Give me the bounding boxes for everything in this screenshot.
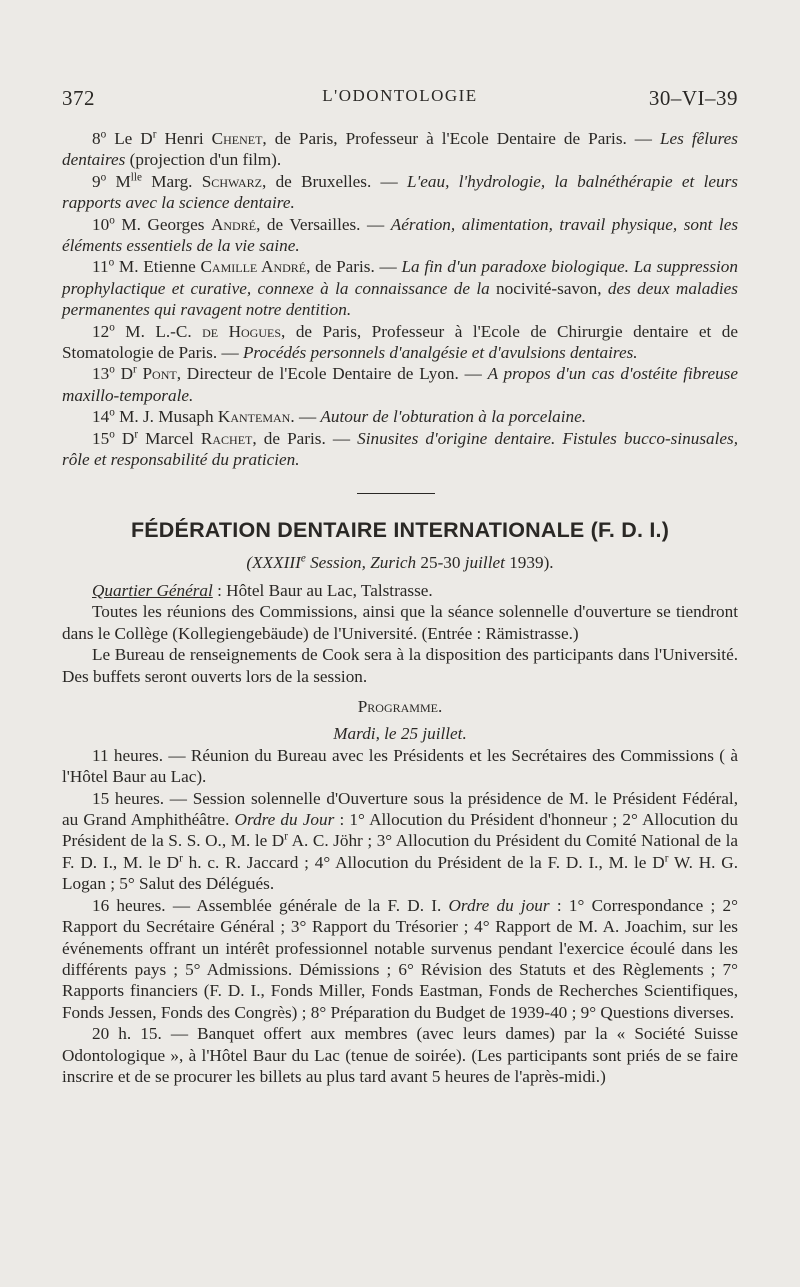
communications-list: [62, 128, 738, 471]
running-title: L'ODONTOLOGIE: [322, 86, 478, 105]
list-item: 8$^o$ Le $D^r$ Henri Chenet, de Paris, Professeur à l'Ecole Dentaire de Paris. — Les fêlures dentaires (projection d'un film).: [62, 128, 738, 170]
ordinal-marker: o: [109, 213, 115, 226]
day-heading: Mardi, le 25 juillet.: [333, 724, 467, 744]
session-line: (XXXIIIe Session, Zurich 25-30 juillet 1939).: [246, 552, 554, 572]
fdi-body: [62, 580, 738, 1087]
ordinal-marker: o: [100, 171, 107, 184]
list-item: 10$^o$ M. Georges André, de Versailles. — Aération, alimentation, travail physique, sont les éléments essentiels de la vie saine.: [62, 213, 739, 256]
section-divider: [357, 493, 435, 494]
item-11-heures: 11 heures. — Réunion du Bureau avec les Présidents et les Secrétaires des Commissions ( à l'Hôtel Baur au Lac).: [62, 745, 738, 787]
ordinal-marker: o: [100, 128, 107, 141]
ordinal-marker: o: [109, 363, 115, 376]
page-header: [62, 86, 738, 114]
ordinal-marker: o: [109, 427, 115, 440]
ordinal-marker: o: [109, 320, 115, 333]
page-number: 372: [62, 86, 95, 110]
programme-heading: Programme.: [357, 697, 443, 717]
list-item: 9$^o$ $M^{lle}$ Marg. Schwarz, de Bruxelles. — L'eau, l'hydrologie, la balnéthérapie et leurs rapports avec la science dentaire.: [62, 171, 738, 213]
quartier-general: Quartier Général : Hôtel Baur au Lac, Talstrasse.: [92, 581, 433, 600]
paragraph-reunions: Toutes les réunions des Commissions, ainsi que la séance solennelle d'ouverture se tiendront dans le Collège (Kollegiengebäude) de l'Université. (Entrée : Rämistrasse.): [62, 602, 738, 643]
item-20-heures: 20 h. 15. — Banquet offert aux membres (avec leurs dames) par la « Société Suisse Odontologique », à l'Hôtel Baur du Lac (tenue de soirée). (Les participants sont priés de se faire inscrire et de se procurer les billets au plus tard avant 5 heures de l'après-midi.): [62, 1024, 738, 1086]
item-16-heures: 16 heures. — Assemblée générale de la F. D. I. Ordre du jour : 1° Correspondance ; 2° Rapport du Secrétaire Général ; 3° Rapport du Trésorier ; 4° Rapport de M. A. Joachim, sur les événements offrant un intérêt professionnel notable survenus pendant l'exercice écoulé dans les différents pays ; 5° Admissions. Démissions ; 6° Révision des Statuts et des Règlements ; 7° Rapports financiers (F. D. I., Fonds Miller, Fonds Eastman, Fonds de Recherches Scientifiques, Fonds Jessen, Fonds des Congrès) ; 8° Préparation du Budget de 1939-40 ; 9° Questions diverses.: [62, 895, 738, 1022]
paragraph-bureau: Le Bureau de renseignements de Cook sera à la disposition des participants dans l'Université. Des buffets seront ouverts lors de la session.: [62, 645, 738, 686]
ordinal-marker: o: [108, 256, 115, 269]
list-item: 11$^o$ M. Etienne Camille André, de Paris. — La fin d'un paradoxe biologique. La suppression prophylactique et curative, connexe à la connaissance de la nocivité-savon, des deux maladies permanentes qui ravagent notre dentition.: [62, 256, 738, 320]
issue-date: 30–VI–39: [648, 86, 738, 110]
section-title: FÉDÉRATION DENTAIRE INTERNATIONALE (F. D. I.): [130, 518, 670, 542]
list-item: 15$^o$ $D^r$ Marcel Rachet, de Paris. — Sinusites d'origine dentaire. Fistules bucco-sinusales, rôle et responsabilité du praticien.: [62, 427, 738, 470]
item-15-heures: 15 heures. — Session solennelle d'Ouverture sous la présidence de M. le Président Fédéral, au Grand Amphithéâtre. Ordre du Jour : 1° Allocution du Président d'honneur ; 2° Allocution du Président de la S. S. O., M. le $D^r$ A. C. Jöhr ; 3° Allocution du Président du Comité National de la F. D. I., M. le $D^r$ h. c. R. Jaccard ; 4° Allocution du Président de la F. D. I., M. le $D^r$ W. H. G. Logan ; 5° Salut des Délégués.: [62, 788, 739, 894]
list-item: 13$^o$ $D^r$ Pont, Directeur de l'Ecole Dentaire de Lyon. — A propos d'un cas d'ostéite fibreuse maxillo-temporale.: [62, 363, 738, 405]
list-item: 14$^o$ M. J. Musaph Kanteman. — Autour de l'obturation à la porcelaine.: [92, 406, 587, 427]
ordinal-marker: o: [109, 406, 115, 419]
list-item: 12$^o$ M. L.-C. de Hogues, de Paris, Professeur à l'Ecole de Chirurgie dentaire et de Stomatologie de Paris. — Procédés personnels d'analgésie et d'avulsions dentaires.: [62, 320, 739, 363]
